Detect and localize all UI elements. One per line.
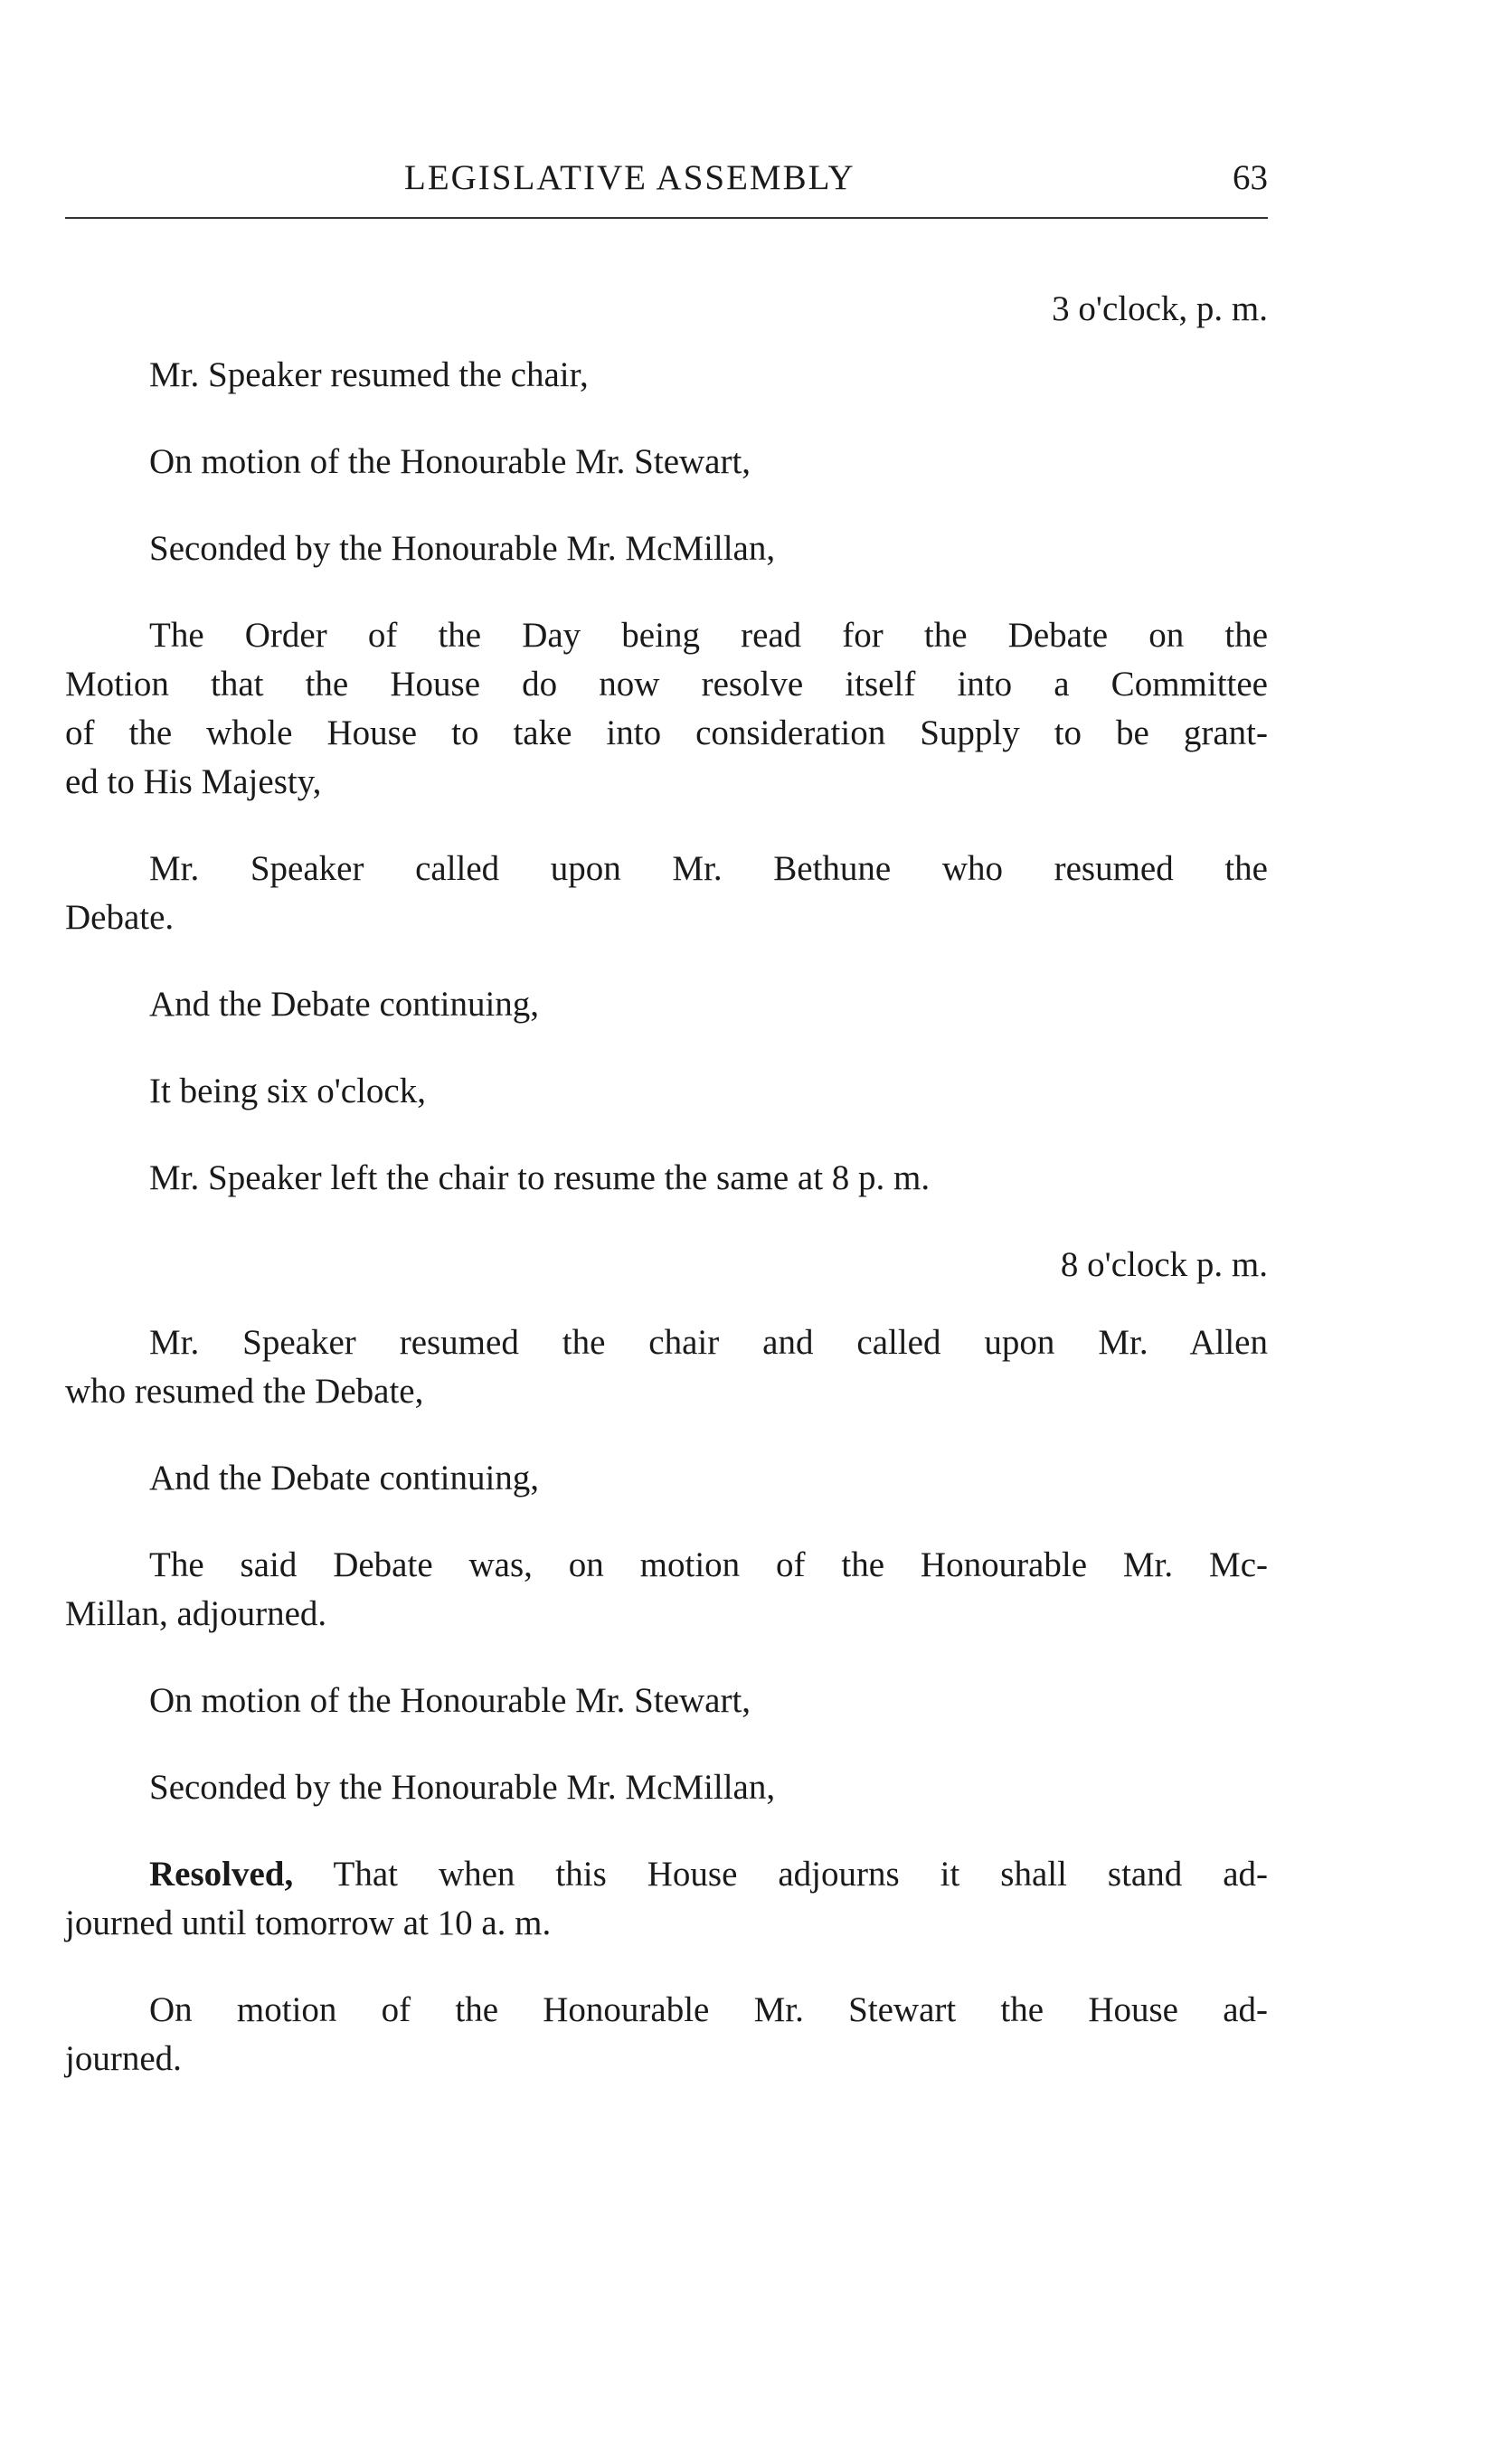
- paragraph-debate-continuing-2: And the Debate continuing,: [149, 1459, 540, 1497]
- paragraph-motion-stewart: On motion of the Honourable Mr. Stewart,: [149, 442, 751, 481]
- paragraph-motion-stewart-2: On motion of the Honourable Mr. Stewart,: [149, 1681, 751, 1720]
- resolved-label: Resolved,: [149, 1855, 294, 1894]
- resolved-line-1: [65, 1850, 1268, 1899]
- bethune-line-2: Debate.: [65, 898, 175, 937]
- bethune-line-1: Mr. Speaker called upon Mr. Bethune who resumed the: [149, 849, 1268, 888]
- page-header-title: LEGISLATIVE ASSEMBLY: [404, 158, 855, 197]
- resolved-text: That when this House adjourns it shall stand ad-: [293, 1855, 1268, 1894]
- paragraph-speaker-resumed: Mr. Speaker resumed the chair,: [149, 355, 589, 394]
- house-adjourned-line-1: On motion of the Honourable Mr. Stewart the House ad-: [149, 1990, 1268, 2029]
- running-head: [65, 156, 1268, 201]
- adjourned-line-1: The said Debate was, on motion of the Honourable Mr. Mc-: [149, 1545, 1268, 1584]
- paragraph-seconded-mcmillan-2: Seconded by the Honourable Mr. McMillan,: [149, 1768, 776, 1807]
- adjourned-line-2: Millan, adjourned.: [65, 1594, 327, 1633]
- paragraph-speaker-left: Mr. Speaker left the chair to resume the same at 8 p. m.: [149, 1158, 931, 1197]
- house-adjourned-line-2: journed.: [65, 2039, 182, 2078]
- header-rule: [65, 217, 1268, 219]
- time-3pm: 3 o'clock, p. m.: [1052, 289, 1268, 328]
- order-of-day-line-2: Motion that the House do now resolve itself into a Committee: [65, 665, 1268, 704]
- order-of-day-line-1: The Order of the Day being read for the Debate on the: [149, 616, 1268, 655]
- order-of-day-line-4: ed to His Majesty,: [65, 762, 322, 801]
- time-8pm: 8 o'clock p. m.: [1060, 1245, 1268, 1284]
- allen-line-2: who resumed the Debate,: [65, 1372, 424, 1411]
- paragraph-debate-continuing-1: And the Debate continuing,: [149, 985, 540, 1024]
- resolved-line-2: journed until tomorrow at 10 a. m.: [65, 1904, 552, 1942]
- order-of-day-line-3: of the whole House to take into consideration Supply to be grant-: [65, 713, 1268, 752]
- paragraph-seconded-mcmillan: Seconded by the Honourable Mr. McMillan,: [149, 529, 776, 568]
- paragraph-six-oclock: It being six o'clock,: [149, 1072, 426, 1110]
- allen-line-1: Mr. Speaker resumed the chair and called upon Mr. Allen: [149, 1323, 1268, 1362]
- page-number: 63: [1233, 158, 1268, 197]
